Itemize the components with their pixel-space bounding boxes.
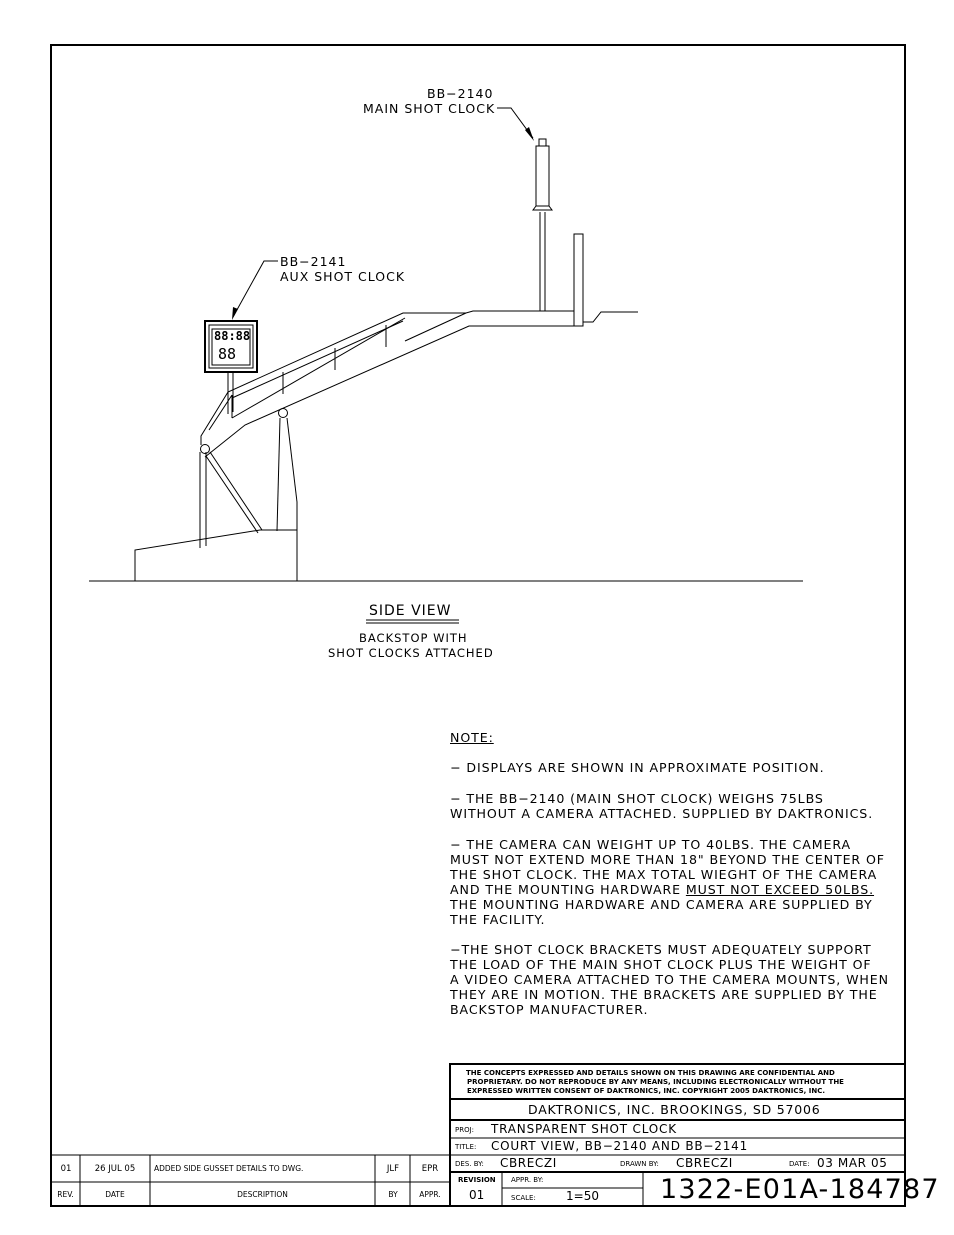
des-by-label: DES. BY:: [455, 1160, 484, 1168]
revision-label: REVISION: [458, 1176, 496, 1184]
note-2-line-2: WITHOUT A CAMERA ATTACHED. SUPPLIED BY DAKTRONICS.: [450, 806, 874, 821]
rev-row-date: 26 JUL 05: [94, 1164, 136, 1174]
main-clock-label: MAIN SHOT CLOCK: [363, 101, 496, 116]
project-name: TRANSPARENT SHOT CLOCK: [491, 1122, 677, 1136]
drawn-by: CBRECZI: [676, 1156, 733, 1170]
aux-clock-leader: [233, 261, 278, 317]
confidential-line-3: EXPRESSED WRITTEN CONSENT OF DAKTRONICS, INC. COPYRIGHT 2005 DAKTRONICS, INC.: [467, 1087, 826, 1095]
rev-header-date: DATE: [105, 1190, 125, 1199]
pivot-front: [201, 445, 210, 454]
main-clock-leader: [497, 108, 533, 138]
rev-header-rev: REV.: [57, 1190, 74, 1199]
rev-row-by: JLF: [386, 1164, 400, 1174]
rev-row-appr: EPR: [421, 1164, 439, 1174]
aux-clock-id: BB−2141: [280, 254, 347, 269]
backstop-base: [135, 530, 297, 581]
backboard: [574, 234, 583, 326]
drawing-date: 03 MAR 05: [817, 1156, 888, 1170]
note-3-line-4: [450, 882, 874, 897]
rev-header-appr: APPR.: [419, 1190, 441, 1199]
note-4-line-2: THE LOAD OF THE MAIN SHOT CLOCK PLUS THE WEIGHT OF: [450, 957, 872, 972]
scale-value: 1=50: [566, 1189, 599, 1203]
note-3-line-1: − THE CAMERA CAN WEIGHT UP TO 40LBS. THE CAMERA: [450, 837, 852, 852]
note-3-line-2: MUST NOT EXTEND MORE THAN 18" BEYOND THE CENTER OF: [450, 852, 885, 867]
confidential-line-2: PROPRIETARY. DO NOT REPRODUCE BY ANY MEANS, INCLUDING ELECTRONICALLY WITHOUT THE: [467, 1078, 844, 1086]
view-title: SIDE VIEW: [369, 603, 452, 619]
proj-label: PROJ:: [455, 1126, 475, 1134]
aux-clock-seconds: 88: [218, 345, 237, 363]
des-by: CBRECZI: [500, 1156, 557, 1170]
note-4-line-1: −THE SHOT CLOCK BRACKETS MUST ADEQUATELY SUPPORT: [450, 942, 872, 957]
confidential-line-1: THE CONCEPTS EXPRESSED AND DETAILS SHOWN ON THIS DRAWING ARE CONFIDENTIAL AND: [466, 1069, 835, 1077]
rev-row-description: ADDED SIDE GUSSET DETAILS TO DWG.: [154, 1164, 304, 1173]
note-4-line-5: BACKSTOP MANUFACTURER.: [450, 1002, 649, 1017]
date-label: DATE:: [789, 1160, 810, 1168]
appr-by-label: APPR. BY:: [511, 1176, 544, 1184]
aux-clock-time: 88:88: [214, 329, 251, 343]
scale-label: SCALE:: [511, 1194, 536, 1202]
view-caption-2: SHOT CLOCKS ATTACHED: [328, 646, 494, 660]
note-1: − DISPLAYS ARE SHOWN IN APPROXIMATE POSITION.: [450, 760, 825, 775]
title-label: TITLE:: [455, 1143, 477, 1151]
note-3-line-5: THE MOUNTING HARDWARE AND CAMERA ARE SUPPLIED BY: [450, 897, 873, 912]
main-clock-id: BB−2140: [427, 86, 494, 101]
note-3-weight-limit: MUST NOT EXCEED 50LBS.: [685, 882, 875, 897]
drawing-number: 1322-E01A-184787: [660, 1174, 940, 1205]
drawn-by-label: DRAWN BY:: [620, 1160, 659, 1168]
company-name: DAKTRONICS, INC. BROOKINGS, SD 57006: [528, 1102, 821, 1117]
view-caption-1: BACKSTOP WITH: [359, 631, 468, 645]
notes-heading: NOTE:: [450, 730, 494, 745]
aux-clock-label: AUX SHOT CLOCK: [280, 269, 406, 284]
note-3-line-3: THE SHOT CLOCK. THE MAX TOTAL WIEGHT OF THE CAMERA: [450, 867, 878, 882]
note-3-line-4-a: AND THE MOUNTING HARDWARE: [450, 882, 686, 897]
note-3-line-6: THE FACILITY.: [450, 912, 546, 927]
main-shot-clock-body: [536, 146, 549, 206]
rev-header-description: DESCRIPTION: [237, 1190, 288, 1199]
note-2-line-1: − THE BB−2140 (MAIN SHOT CLOCK) WEIGHS 75LBS: [450, 791, 824, 806]
note-4-line-3: A VIDEO CAMERA ATTACHED TO THE CAMERA MOUNTS, WHEN: [450, 972, 889, 987]
note-4-line-4: THEY ARE IN MOTION. THE BRACKETS ARE SUPPLIED BY THE: [450, 987, 878, 1002]
sheet-border: [51, 45, 905, 1206]
revision-number: 01: [469, 1188, 485, 1202]
rev-row-rev: 01: [60, 1164, 72, 1174]
backstop-drawing: [89, 108, 803, 581]
rev-header-by: BY: [388, 1190, 398, 1199]
drawing-title: COURT VIEW, BB−2140 AND BB−2141: [491, 1139, 749, 1153]
leader-arrows: [232, 127, 534, 320]
